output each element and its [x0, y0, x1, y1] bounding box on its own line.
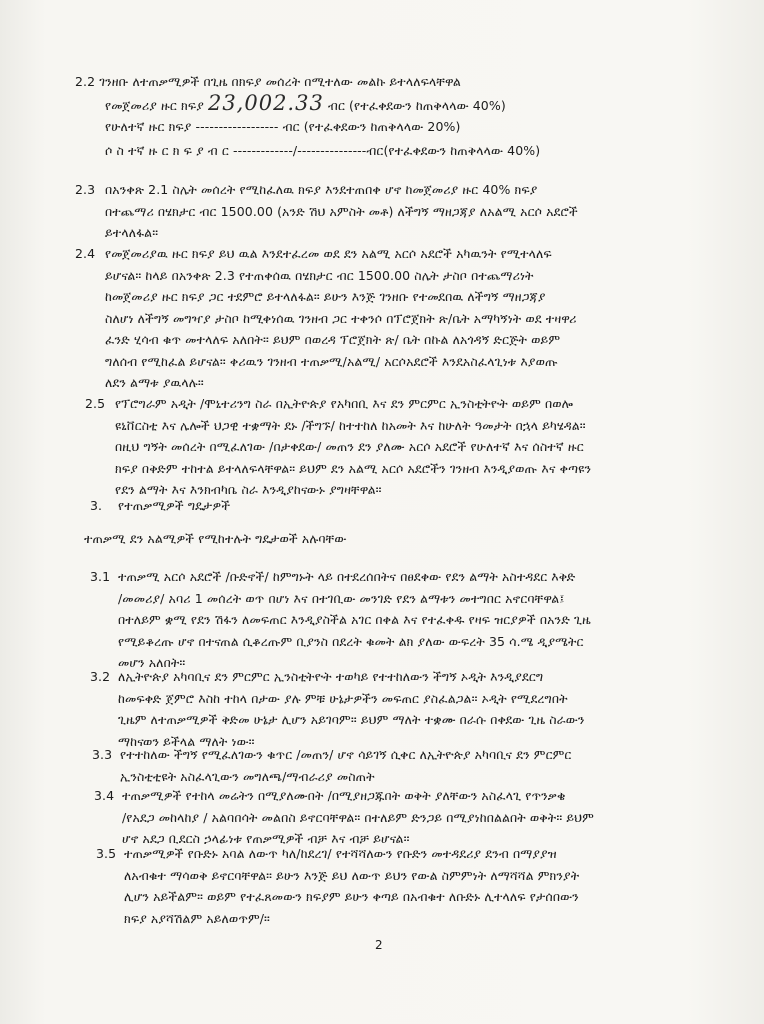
section-line: ኢንስቲቲዩት አስፈላጊውን መግለጫ/ማብራሪያ መስጠት: [120, 768, 375, 784]
section-line: ክፍያ አያሻሽልም አይለወጥም/።: [124, 910, 270, 926]
first-payment-suffix: ብር (የተፈቀደውን ከጠቅላላው 40%): [327, 97, 506, 113]
section-number: 3.1: [90, 569, 111, 584]
first-payment-label: የመጀመሪያ ዙር ክፍያ: [105, 97, 204, 113]
section-line: የፕሮግራም አዲት /ሞኒተሪንግ ስራ በኢትዮጵያ የአካበቢ እና ደን ምርምር ኢንስቲትዮት ወይም በወሎ: [115, 396, 574, 411]
section-line: በአንቀጽ 2.1 ስሌት መሰረት የሚከፈለዉ ክፍያ እንደተጠበቀ ሆኖ ከመጀመሪያ ዙር 40% ክፍያ: [105, 182, 538, 197]
section-number: 2.4: [75, 246, 96, 261]
section-number: 3.5: [96, 846, 117, 861]
section-3-2: [90, 666, 585, 752]
section-3-1: [90, 566, 591, 674]
section-number: 2.2: [75, 74, 96, 89]
section-line: ተጠቃሚ አርሶ አደሮች /ቡድኖች/ ከምግኑት ላይ በተደረሰበትና በፀደቀው የደን ልማት አስተዳደር እቅድ: [118, 569, 576, 584]
section-line: የመጀመሪያዉ ዙር ክፍያ ይህ ዉል እንደተፈረመ ወደ ደን አልሚ አርሶ አደሮች አካዉንት የሚተላለፍ: [105, 246, 552, 261]
section-line: ግለሰብ የሚከፈል ይሆናል። ቀሪዉን ገንዘብ ተጠቃሚ/አልሚ/ አርሶአደሮች እንደአስፈላጊነቱ እያወጡ: [105, 353, 558, 369]
section-line: በተጨማሪ በሄክታር ብር 1500.00 (አንድ ሽህ አምስት መቶ) ለችግኝ ማዘጋጃያ ለአልሚ አርሶ አደሮች: [105, 203, 578, 219]
section-line: /የአደጋ መከላከያ / አልባበሳት መልበስ ይኖርባቸዋል። በተለይም ድንጋይ በሚያነከበልልበት ወቅት። ይህም: [122, 809, 594, 825]
section-line: ከመጀመሪያ ዙር ክፍያ ጋር ተደምሮ ይተላለፋል። ይሁን እንጅ ገንዘቡ የተመደበዉ ለችግኝ ማዘጋጃያ: [105, 289, 546, 304]
section-line: በዚህ ግኝት መሰረት በሚፈለገው /በታቀደው/ መጠን ደን ያለሙ አርሶ አደሮች የሁለተኛ እና ሰስተኛ ዙር: [115, 439, 584, 454]
section-line: ይሆናል። ከላይ በአንቀጽ 2.3 የተጠቀሰዉ በሄክታር ብር 1500.00 ስሌት ታስቦ በተጨማሪነት: [105, 267, 534, 283]
section-2-2: [75, 71, 540, 161]
section-2-3: [75, 179, 578, 244]
section-number: 3.3: [92, 747, 113, 762]
section-line: ለአብቁተ ማሳወቅ ይኖርባቸዋል። ይሁን እንጅ ይህ ለውጥ ይህን የውል ስምምነት ለማሻሻል ምክንያት: [124, 867, 580, 883]
section-line: ሆኖ አደጋ ቢደርስ ኃላፊነቱ የጠቃሚዎች ብቻ እና ብቻ ይሆናል።: [122, 831, 410, 846]
section-line: ለኢትዮጵያ አካባቢና ደን ምርምር ኢንስቲትዮት ተወካይ የተተከለውን ችግኝ ኦዲት እንዲያደርግ: [118, 669, 544, 684]
section-title: የተጠቃሚዎች ግዴታዎች: [118, 498, 231, 513]
section-line: በተለይም ቋሚ የደን ሽፋን ለመፍጠር እንዲያስችል አገር በቀል እና የተፈቀዱ የዛፍ ዝርያዎች በአንድ ጊዜ: [118, 612, 591, 627]
third-payment-line: ሶ ስ ተኛ ዙ ር ክ ፍ ያ ብ ር -------------/---------------ብር(የተፈቀደውን ከጠቅላላው 40%): [105, 142, 541, 158]
section-number: 3.4: [94, 788, 115, 803]
section-line: ፈንድ ሂሳብ ቁጥ መተላለፍ አለበት። ይህም በወረዳ ፕሮጀክት ጽ/ ቤት በኩል ለአጎዳኝ ድርጅት ወይም: [105, 332, 561, 347]
section-number: 2.3: [75, 182, 96, 197]
section-line: ተጠቃሚዎች የተከላ መሬትን በሚያለሙበት /በሚያዘጋጁበት ወቅት ያለቸውን አስፈላጊ የጥንቃቄ: [122, 788, 566, 803]
section-line: የተተከለው ችግኝ የሚፈለገውን ቁጥር /መጠን/ ሆኖ ሳይገኝ ሲቀር ለኢትዮጵያ አካባቢና ደን ምርምር: [120, 747, 572, 762]
section-line: ዩኒቨርስቲ እና ሌሎች ህጋዊ ተቋማት ደኑ /ችግኙ/ ከተተከለ ከአመት እና ከሁለት ዓመታት በኋላ ይካሄዳል።: [115, 417, 586, 433]
section-3-heading: [90, 495, 230, 517]
section-3-5: [96, 843, 579, 929]
section-line: ከመፍቀድ ጀምሮ እስከ ተከላ በታው ያሉ ምቹ ሁኔታዎችን መፍጠር ያስፈልጋል። ኦዲት የሚደረግበት: [118, 690, 568, 706]
section-line: የሚይቆረጡ ሆኖ በተናጠል ሲቆረጡም ቢያንስ በደረት ቁመት ልክ ያለው ውፍረት 35 ሳ.ሜ ዲያሜትር: [118, 633, 584, 649]
section-line: /መመሪያ/ አባሪ 1 መሰረት ወጥ በሆነ እና በተገቢው መንገድ የደን ልማቱን መተግበር አኖርባቸዋል፤: [118, 590, 565, 606]
section-line: ስለሆነ ለችግኝ መግዣያ ታስቦ ከሚቀነሰዉ ገንዘብ ጋር ተቀንሶ በፕሮጀክት ጽ/ቤት አማካኝነት ወደ ተዛዋሪ: [105, 310, 577, 326]
section-line: ማከናወን ይችላል ማለት ነው።: [118, 733, 255, 749]
section-2-4: [75, 243, 577, 394]
section-line: ይተላለፋል።: [105, 225, 159, 240]
section-number: 3.2: [90, 669, 111, 684]
section-number: 2.5: [85, 396, 106, 411]
second-payment-line: የሁለተኛ ዙር ክፍያ ------------------ ብር (የተፈቀደውን ከጠቅላላው 20%): [105, 119, 461, 134]
section-line: ለደን ልማቱ ያዉላሉ።: [105, 375, 204, 390]
page-number: 2: [375, 938, 383, 952]
handwritten-amount: 23,002.33: [207, 90, 324, 115]
section-line: ተጠቃሚዎች የቡድኑ አባል ለውጥ ካለ/ከደረገ/ የተሻሻለውን የቡድን መተዳደሪያ ደንብ በማያያዝ: [124, 846, 557, 861]
section-text: ገንዘቡ ለተጠቃሚዎች በጊዜ በክፍያ መሰረት በሚተለው መልኩ ይተላለፍላቸዋል: [99, 74, 461, 89]
section-line: ሊሆን አይችልም። ወይም የተፈጸመውን ክፍያም ይሁን ቀጣይ በአብቁተ ለቡድኑ ሊተላለፍ የታሰበውን: [124, 889, 579, 904]
section-number: 3.: [90, 498, 103, 513]
section-3-3: [92, 744, 571, 787]
section-line: መሆን አለበት።: [118, 655, 186, 670]
section-3-4: [94, 785, 594, 850]
section-line: ክፍያ በቅድም ተከተል ይተላለፍላቸዋል። ይህም ደን አልሚ አርሶ አደሮችን ገንዘብ እንዲያወጡ እና ቀጣዩን: [115, 460, 592, 476]
section-line: ጊዜም ለተጠቃሚዎች ቅድመ ሁኔታ ሊሆን አይገባም። ይህም ማለት ተቋሙ በራሱ በቀደው ጊዜ ስራውን: [118, 712, 585, 727]
section-line: የደን ልማት እና እንክብካቤ ስራ እንዲያከናውኑ ያግዛቸዋል።: [115, 482, 382, 497]
section-3-intro: ተጠቃሚ ደን አልሚዎች የሚከተሉት ግዴታወች አሉባቸው: [84, 531, 347, 546]
section-2-5: [85, 393, 591, 501]
